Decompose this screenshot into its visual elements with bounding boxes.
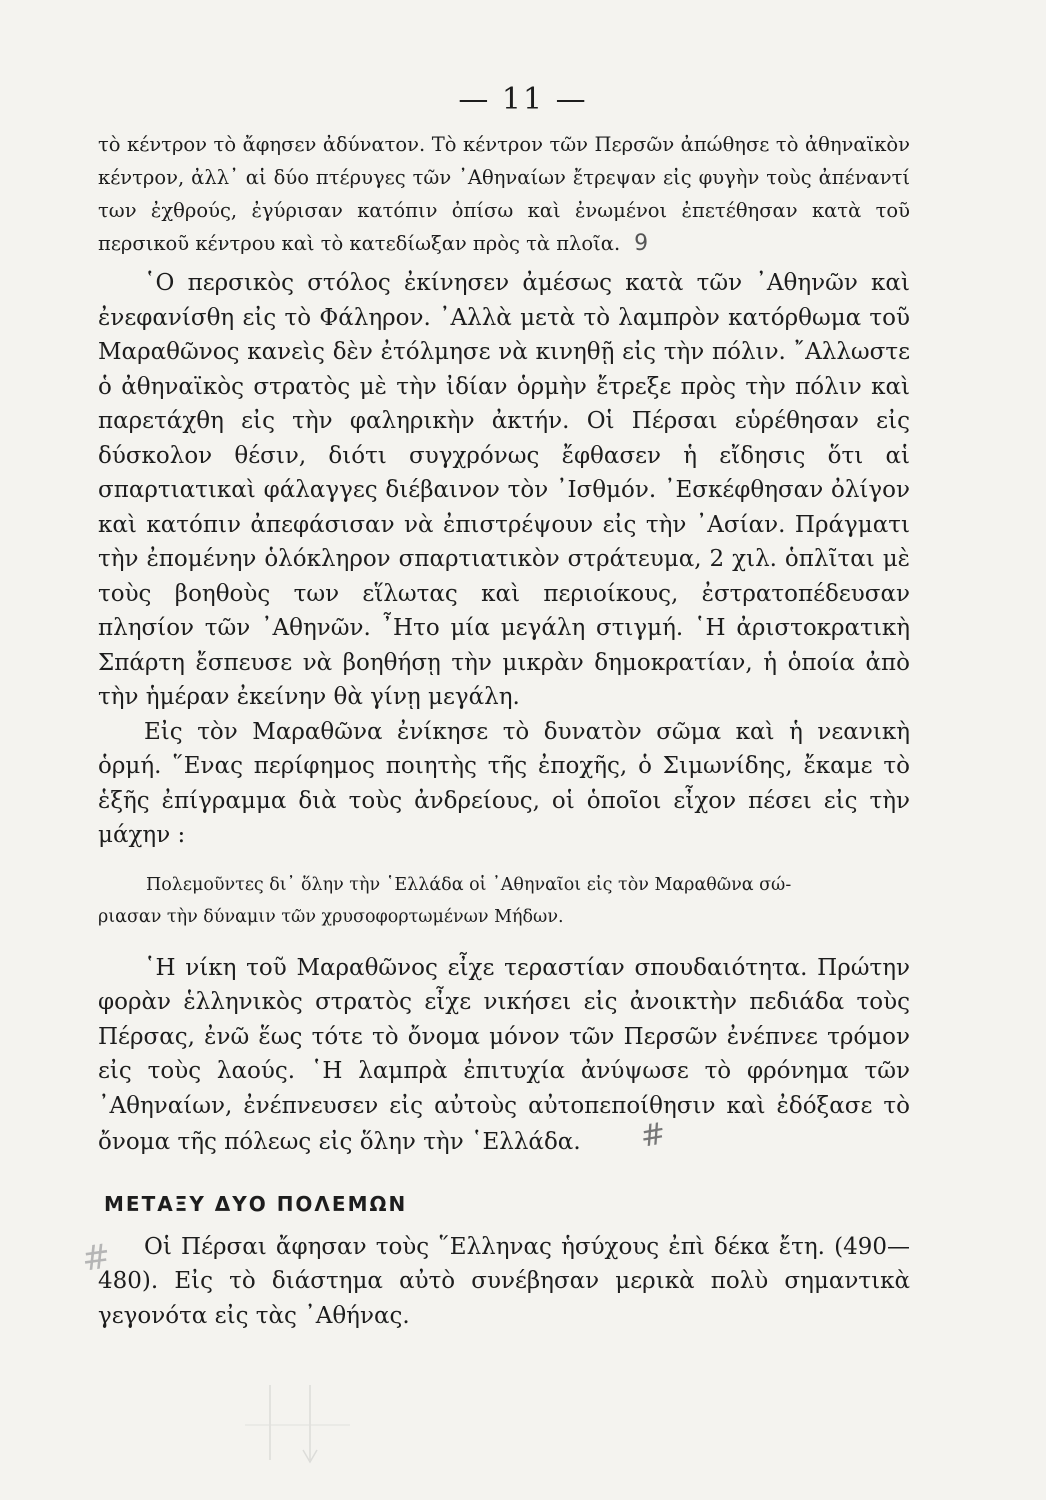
epigram-line-2: ριασαν τὴν δύναμιν τῶν χρυσοφορτωμένων Μήδων. [98,906,564,927]
paragraph-text: ῾Η νίκη τοῦ Μαραθῶνος εἶχε τεραστίαν σπουδαιότητα. Πρώτην φορὰν ἑλληνικὸς στρατὸς εἶχε νικήσει εἰς ἀνοικτὴν πεδιάδα τοὺς Πέρσας, ἐνῶ ἕως τότε τὸ ὄνομα μόνον τῶν Περσῶν ἐνέπνεε τρόμον εἰς τοὺς λαούς. ῾Η λαμπρὰ ἐπιτυχία ἀνύψωσε τὸ φρόνημα τῶν ᾿Αθηναίων, ἐνέπνευσεν εἰς αὐτοὺς αὐτοπεποίθησιν καὶ ἐδόξασε τὸ ὄνομα τῆς πόλεως εἰς ὅλην τὴν ῾Ελλάδα. [98,954,910,1155]
pencil-annotation-nine: 9 [634,231,649,256]
margin-pencil-mark: # [79,1236,114,1280]
page-number: — 11 — [458,82,588,117]
pencil-hash-mark: # [637,1116,669,1155]
paragraph-interwar: Οἱ Πέρσαι ἄφησαν τοὺς ῞Ελληνας ἡσύχους ἐπὶ δέκα ἔτη. (490—480). Εἰς τὸ διάστημα αὐτὸ συνέβησαν μερικὰ πολὺ σημαντικὰ γεγονότα εἰς τὰς ᾿Αθήνας. [98,1233,910,1329]
simonides-epigram [98,869,910,933]
paragraph-marathon-victory: Εἰς τὸν Μαραθῶνα ἐνίκησε τὸ δυνατὸν σῶμα καὶ ἡ νεανικὴ ὁρμή. ῞Ενας περίφημος ποιητὴς τῆς ἐποχῆς, ὁ Σιμωνίδης, ἔκαμε τὸ ἑξῆς ἐπίγραμμα διὰ τοὺς ἀνδρείους, οἱ ὁποῖοι εἶχον πέσει εἰς τὴν μάχην : [98,718,910,848]
page-body [98,128,910,1333]
paragraph-persian-fleet: ῾Ο περσικὸς στόλος ἐκίνησεν ἀμέσως κατὰ τῶν ᾿Αθηνῶν καὶ ἐνεφανίσθη εἰς τὸ Φάληρον. ᾿Αλλὰ μετὰ τὸ λαμπρὸν κατόρθωμα τοῦ Μαραθῶνος κανεὶς δὲν ἐτόλμησε νὰ κινηθῇ εἰς τὴν πόλιν. ῎Αλλωστε ὁ ἀθηναϊκὸς στρατὸς μὲ τὴν ἰδίαν ὁρμὴν ἔτρεξε πρὸς τὴν πόλιν καὶ παρετάχθη εἰς τὴν φαληρικὴν ἀκτήν. Οἱ Πέρσαι εὑρέθησαν εἰς δύσκολον θέσιν, διότι συγχρόνως ἔφθασεν ἡ εἴδησις ὅτι αἱ σπαρτιατικαὶ φάλαγγες διέβαινον τὸν ᾿Ισθμόν. ᾿Εσκέφθησαν ὀλίγον καὶ κατόπιν ἀπεφάσισαν νὰ ἐπιστρέψουν εἰς τὴν ᾿Ασίαν. Πράγματι τὴν ἐπομένην ὁλόκληρον σπαρτιατικὸν στράτευμα, 2 χιλ. ὁπλῖται μὲ τοὺς βοηθοὺς των εἵλωτας καὶ περιοίκους, ἐστρατοπέδευσαν πλησίον τῶν ᾿Αθηνῶν. ῏Ητο μία μεγάλη στιγμή. ῾Η ἀριστοκρατικὴ Σπάρτη ἔσπευσε νὰ βοηθήσῃ τὴν μικρὰν δημοκρατίαν, ἡ ὁποία ἀπὸ τὴν ἡμέραν ἐκείνην θὰ γίνῃ μεγάλη. [98,270,910,710]
paragraph-text: τὸ κέντρον τὸ ἄφησεν ἀδύνατον. Τὸ κέντρον τῶν Περσῶν ἀπώθησε τὸ ἀθηναϊκὸν κέντρον, ἀλλ᾽ αἱ δύο πτέρυγες τῶν ᾿Αθηναίων ἔτρεψαν εἰς φυγὴν τοὺς ἀπέναντί των ἐχθρούς, ἐγύρισαν κατόπιν ὀπίσω καὶ ἐνωμένοι ἐπετέθησαν κατὰ τοῦ περσικοῦ κέντρου καὶ τὸ κατεδίωξαν πρὸς τὰ πλοῖα. [98,133,910,255]
paragraph-battle-center [98,128,910,260]
bleed-through-sketch [240,1380,360,1470]
epigram-line-1: Πολεμοῦντες δι᾽ ὅλην τὴν ῾Ελλάδα οἱ ᾿Αθηναῖοι εἰς τὸν Μαραθῶνα σώ- [146,874,792,895]
paragraph-significance [98,951,910,1160]
section-heading: ΜΕΤΑΞΥ ΔΥΟ ΠΟΛΕΜΩΝ [104,1191,408,1216]
